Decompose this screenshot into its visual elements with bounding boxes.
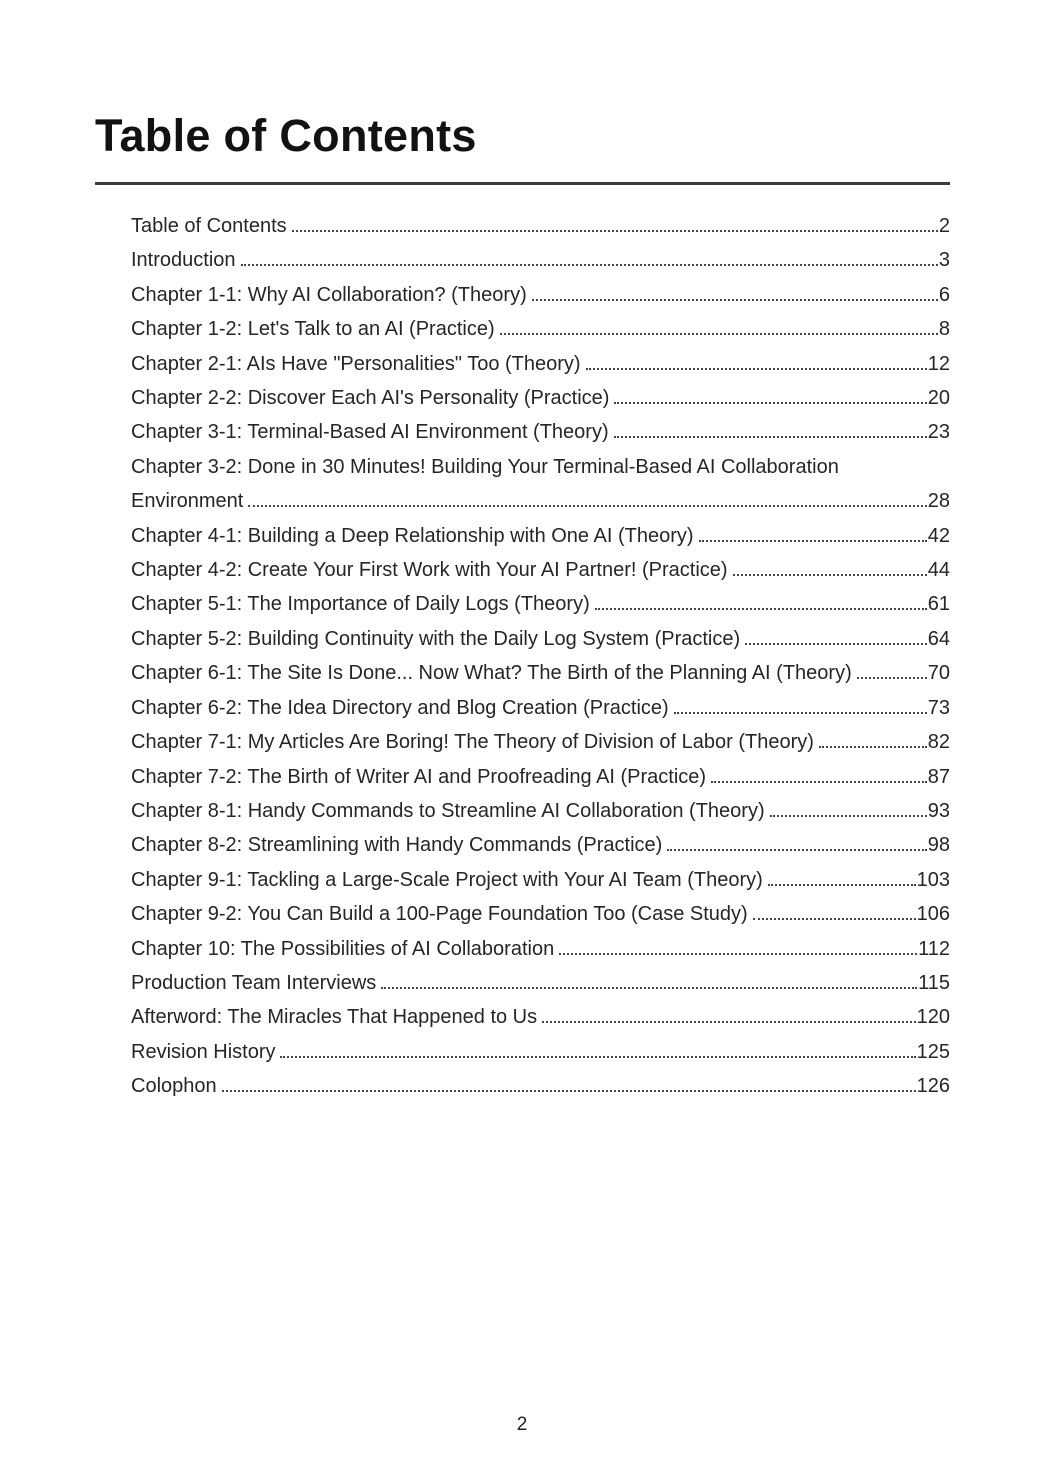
toc-entry-label: Chapter 8-2: Streamlining with Handy Commands (Practice) <box>131 834 663 857</box>
toc-entry[interactable] <box>131 966 950 1000</box>
toc-entry-label: Chapter 6-1: The Site Is Done... Now What? The Birth of the Planning AI (Theory) <box>131 662 852 685</box>
footer-page-number: 2 <box>516 1414 528 1435</box>
toc-leader-dots <box>292 230 938 232</box>
toc-entry-page: 87 <box>927 765 950 788</box>
toc-entry-label: Chapter 4-2: Create Your First Work with Your AI Partner! (Practice) <box>131 559 728 582</box>
toc-entry-page: 70 <box>927 662 950 685</box>
toc-entry-label: Introduction <box>131 249 236 272</box>
toc-entry-page: 64 <box>927 627 950 650</box>
toc-entry-label: Colophon <box>131 1075 217 1098</box>
toc-entry-page: 106 <box>916 903 950 926</box>
toc-entry-label: Chapter 10: The Possibilities of AI Collaboration <box>131 937 555 960</box>
toc-entry-label: Chapter 3-2: Done in 30 Minutes! Building Your Terminal-Based AI Collaboration <box>131 455 839 478</box>
toc-entry[interactable] <box>131 381 950 415</box>
toc-entry[interactable] <box>131 484 950 518</box>
toc-entry[interactable] <box>131 1000 950 1034</box>
toc-entry[interactable] <box>131 450 950 484</box>
toc-entry-label: Revision History <box>131 1040 276 1063</box>
toc-entry-page: 12 <box>927 352 950 375</box>
toc-entry[interactable] <box>131 794 950 828</box>
toc-leader-dots <box>711 781 927 783</box>
toc-entry-page: 23 <box>927 421 950 444</box>
toc-leader-dots <box>667 849 926 851</box>
toc-entry[interactable] <box>131 656 950 690</box>
toc-entry-page: 20 <box>927 387 950 410</box>
toc-entry-label: Chapter 7-1: My Articles Are Boring! The Theory of Division of Labor (Theory) <box>131 731 814 754</box>
toc-entry-page: 2 <box>938 215 950 237</box>
toc-entry-page: 28 <box>927 490 950 513</box>
toc-entry[interactable] <box>131 760 950 794</box>
toc-leader-dots <box>542 1021 916 1023</box>
toc-leader-dots <box>699 540 927 542</box>
toc-entry-label: Chapter 9-2: You Can Build a 100-Page Foundation Too (Case Study) <box>131 903 748 926</box>
toc-leader-dots <box>674 712 927 714</box>
toc-leader-dots <box>586 368 927 370</box>
toc-entry-page: 82 <box>927 731 950 754</box>
toc-leader-dots <box>595 608 927 610</box>
toc-entry-label: Chapter 9-1: Tackling a Large-Scale Project with Your AI Team (Theory) <box>131 868 763 891</box>
toc-entry[interactable] <box>131 312 950 346</box>
page-title: Table of Contents <box>95 110 477 161</box>
toc-entry[interactable] <box>131 243 950 277</box>
toc-entry[interactable] <box>131 553 950 587</box>
toc-leader-dots <box>770 815 927 817</box>
toc-leader-dots <box>500 333 938 335</box>
toc-entry-label: Chapter 5-2: Building Continuity with the Daily Log System (Practice) <box>131 627 741 650</box>
toc-leader-dots <box>733 574 927 576</box>
toc-entry-page: 8 <box>938 318 950 341</box>
toc-entry-page: 6 <box>938 283 950 306</box>
toc-entry-page: 73 <box>927 696 950 719</box>
toc-entry[interactable] <box>131 519 950 553</box>
toc-entry[interactable] <box>131 587 950 621</box>
toc-leader-dots <box>857 677 927 679</box>
toc-entry[interactable] <box>131 932 950 966</box>
toc-leader-dots <box>381 987 917 989</box>
toc-entry-label: Chapter 6-2: The Idea Directory and Blog Creation (Practice) <box>131 696 669 719</box>
toc-entry-label: Chapter 1-2: Let's Talk to an AI (Practice) <box>131 318 495 341</box>
toc-entry[interactable] <box>131 1069 950 1103</box>
toc-entry-page: 98 <box>927 834 950 857</box>
toc-entry-page: 3 <box>938 249 950 272</box>
toc-entry-page: 115 <box>918 971 950 994</box>
toc-leader-dots <box>614 402 926 404</box>
toc-entry-label: Table of Contents <box>131 215 287 237</box>
toc-leader-dots <box>745 643 927 645</box>
toc-entry-label: Production Team Interviews <box>131 971 377 994</box>
toc-leader-dots <box>241 264 938 266</box>
toc-entry[interactable] <box>131 278 950 312</box>
toc-leader-dots <box>768 884 916 886</box>
toc-entry-page: 61 <box>927 593 950 616</box>
toc-entry[interactable] <box>131 347 950 381</box>
toc-entry-page: 42 <box>927 524 950 547</box>
toc-leader-dots <box>559 953 917 955</box>
toc-entry-page: 103 <box>916 868 950 891</box>
toc-entry[interactable] <box>131 209 950 243</box>
title-divider <box>95 182 950 185</box>
toc-leader-dots <box>248 505 926 507</box>
toc-entry[interactable] <box>131 897 950 931</box>
toc-leader-dots <box>532 299 938 301</box>
toc-entry-page: 120 <box>916 1006 950 1029</box>
toc-entry-page: 125 <box>916 1040 950 1063</box>
toc-entry-label: Environment <box>131 490 244 513</box>
toc-entry-page: 44 <box>927 559 950 582</box>
toc-entry[interactable] <box>131 1035 950 1069</box>
toc-leader-dots <box>819 746 927 748</box>
toc-entry[interactable] <box>131 622 950 656</box>
toc-entry-page: 93 <box>927 799 950 822</box>
toc-entry[interactable] <box>131 691 950 725</box>
toc-entry-label: Chapter 2-1: AIs Have "Personalities" Too (Theory) <box>131 352 581 375</box>
toc-leader-dots <box>614 436 927 438</box>
toc-entry[interactable] <box>131 415 950 449</box>
toc-entry-label: Chapter 5-1: The Importance of Daily Logs (Theory) <box>131 593 590 616</box>
toc-entry-label: Chapter 8-1: Handy Commands to Streamline AI Collaboration (Theory) <box>131 799 765 822</box>
toc-leader-dots <box>753 918 916 920</box>
toc-entry[interactable] <box>131 828 950 862</box>
toc-entry-label: Chapter 1-1: Why AI Collaboration? (Theory) <box>131 283 527 306</box>
toc-entry-page: 126 <box>916 1075 950 1098</box>
toc-entry-label: Chapter 7-2: The Birth of Writer AI and Proofreading AI (Practice) <box>131 765 707 788</box>
toc-entry[interactable] <box>131 863 950 897</box>
toc-entry-label: Chapter 3-1: Terminal-Based AI Environment (Theory) <box>131 421 609 444</box>
toc-entry-label: Chapter 4-1: Building a Deep Relationship with One AI (Theory) <box>131 524 694 547</box>
toc-list <box>131 209 950 1104</box>
toc-leader-dots <box>280 1056 915 1058</box>
toc-leader-dots <box>222 1090 916 1092</box>
toc-entry[interactable] <box>131 725 950 759</box>
toc-entry-label: Afterword: The Miracles That Happened to Us <box>131 1006 538 1029</box>
toc-entry-label: Chapter 2-2: Discover Each AI's Personality (Practice) <box>131 387 610 410</box>
toc-entry-page: 112 <box>918 937 950 960</box>
